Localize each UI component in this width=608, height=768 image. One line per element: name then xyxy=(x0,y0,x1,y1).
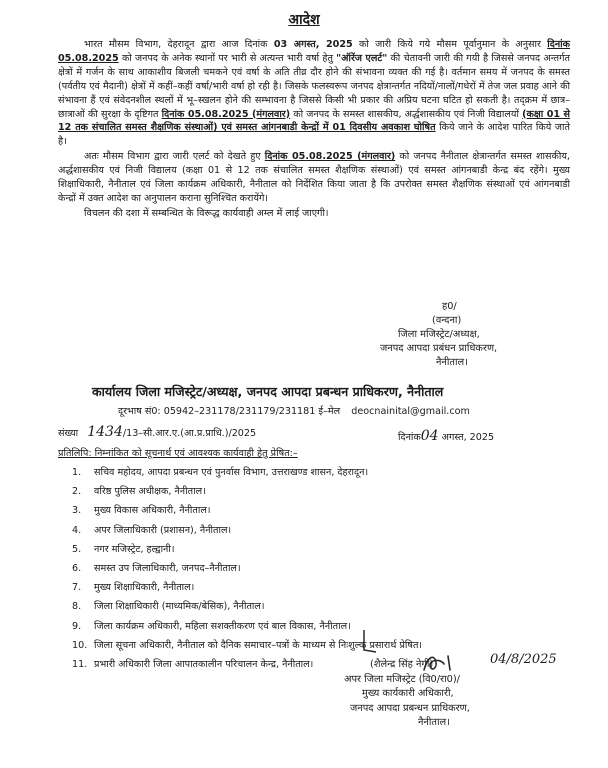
recipient-number: 3. xyxy=(72,505,82,517)
recipient-number: 11. xyxy=(72,658,88,670)
recipient-number: 7. xyxy=(72,582,82,594)
recipient-text: जिला शिक्षाधिकारी (माध्यमिक/बेसिक), नैनीताल। xyxy=(94,601,265,613)
signatory-designation: अपर जिला मजिस्ट्रेट (वि0/रा0)/ xyxy=(344,673,460,685)
reference-label: संख्या xyxy=(58,428,79,439)
order-paragraph-1 xyxy=(58,38,570,149)
signatory-designation: जिला मजिस्ट्रेट/अध्यक्ष, xyxy=(398,329,480,340)
signatory-designation-2: मुख्य कार्यकारी अधिकारी, xyxy=(362,688,454,699)
recipient-item xyxy=(72,482,422,501)
order-paragraph-2 xyxy=(58,150,570,206)
signatory-name: (वन्दना) xyxy=(432,315,462,326)
office-heading: कार्यालय जिला मजिस्ट्रेट/अध्यक्ष, जनपद आपदा प्रबन्धन प्राधिकरण, नैनीताल xyxy=(92,384,444,399)
recipient-text: नगर मजिस्ट्रेट, हल्द्वानी। xyxy=(94,543,175,555)
signatory-name: (शैलेन्द्र सिंह नेगी) xyxy=(370,659,434,670)
signatory-place: नैनीताल। xyxy=(436,357,468,368)
recipient-item xyxy=(72,597,422,616)
recipient-text: मुख्य शिक्षाधिकारी, नैनीताल। xyxy=(94,582,195,594)
signature-block-dm xyxy=(370,300,550,370)
recipient-text: प्रभारी अधिकारी जिला आपातकालीन परिचालन केन्द्र, नैनीताल। xyxy=(94,658,314,670)
handwritten-date: 04/8/2025 xyxy=(490,652,557,667)
signatory-authority: जनपद आपदा प्रबन्धन प्राधिकरण, xyxy=(350,702,470,714)
recipient-text: जिला कार्यक्रम अधिकारी, महिला सशक्तीकरण एवं बाल विकास, नैनीताल। xyxy=(94,620,351,632)
signatory-authority: जनपद आपदा प्रबंधन प्राधिकरण, xyxy=(380,343,498,354)
phone-numbers: दूरभाष सं0: 05942–231178/231179/231181 ई–मेल xyxy=(118,406,341,417)
recipient-number: 8. xyxy=(72,601,82,613)
text-run: को जनपद के अनेक स्थानों पर भारी से अत्यन्त भारी वर्षा हेतु xyxy=(118,52,337,64)
recipient-item xyxy=(72,463,422,482)
bracket-mark-icon xyxy=(360,628,380,656)
text-run: को जारी किये गये मौसम पूर्वानुमान के अनुसार xyxy=(352,39,548,50)
alert-date-bold: 03 अगस्त, 2025 xyxy=(273,39,353,50)
date-handwritten-day: 04 xyxy=(420,428,439,444)
reference-handwritten-number: 1434 xyxy=(87,424,123,440)
signature-block-adm xyxy=(330,655,560,731)
copy-to-heading: प्रतिलिपि: निम्नांकित को सूचनार्थ एवं आवश्यक कार्यवाही हेतु प्रेषित:– xyxy=(58,448,298,459)
reference-code: /13–सी.आर.ए.(आ.प्र.प्राधि.)/2025 xyxy=(122,428,257,439)
recipient-text: समस्त उप जिलाधिकारी, जनपद–नैनीताल। xyxy=(94,562,241,574)
text-run: की चेतावनी जारी की गयी है जिससे जनपद अन्तर्गत क्षेत्रों में गर्जन के साथ आकाशीय बिजली चमकने एवं वर्षा के अति तीव्र दौर होने की संभावना व्यक्त की गई है। वर्तमान समय में जनपद के समस्त (पर्वतीय एवं मैदानी) क्षेत्रों में कहीं–कहीं वर्षा/भारी वर्षा हो रही है। जिसके फलस्वरूप जनपद क्षेत्रान्तर्गत नदियों/नालों/गधेरों में तेज जल प्रवाह आने की संभावना हैं एवं संवेदनशील स्थलों में भू–स्खलन होने की सम्भावना है जिससे किसी भी प्रकार की अप्रिय घटना घटित हो सकती है। तद्क्रम में छात्र–छात्राओं की सुरक्षा के दृष्टिगत xyxy=(58,52,570,120)
holiday-date-underlined: दिनांक 05.08.2025 (मंगलवार) xyxy=(264,151,396,163)
issue-date xyxy=(398,428,494,444)
recipient-text: जिला सूचना अधिकारी, नैनीताल को दैनिक समाचार–पत्रों के माध्यम से निःशुल्क प्रसारार्थ प्रेषित। xyxy=(94,639,423,651)
holiday-date-underlined: दिनांक 05.08.2025 (मंगलवार) xyxy=(161,108,291,120)
holiday-scope-underlined: (कक्षा 01 से 12 तक संचालित समस्त शैक्षणिक संस्थाओं) एवं समस्त आंगनबाडी केन्द्रों में 01 दिवसीय अवकाश घोषित xyxy=(58,108,570,134)
recipient-item xyxy=(72,559,422,578)
signed-mark: ह0/ xyxy=(442,301,457,312)
recipient-item xyxy=(72,521,422,540)
recipient-text: वरिष्ठ पुलिस अधीक्षक, नैनीताल। xyxy=(94,486,206,498)
text-run: भारत मौसम विभाग, देहरादून द्वारा आज दिनांक xyxy=(84,39,274,50)
date-label: दिनांक xyxy=(398,432,421,443)
recipient-item xyxy=(72,540,422,559)
order-title: आदेश xyxy=(288,12,320,28)
recipient-text: अपर जिलाधिकारी (प्रशासन), नैनीताल। xyxy=(94,524,232,536)
order-body xyxy=(58,38,570,221)
recipient-text: मुख्य विकास अधिकारी, नैनीताल। xyxy=(94,505,211,517)
text-run: अतः मौसम विभाग द्वारा जारी एलर्ट को देखते हुए xyxy=(84,151,265,163)
date-month-year: अगस्त, 2025 xyxy=(441,432,495,443)
order-paragraph-3: विचलन की दशा में सम्बन्धित के विरूद्ध कार्यवाही अम्ल में लाई जाएगी। xyxy=(84,207,329,219)
text-run: को जनपद नैनीताल क्षेत्रान्तर्गत समस्त शासकीय, अर्द्धशासकीय एवं निजी विद्यालय (कक्षा 01 से 12 तक संचालित समस्त शैक्षणिक संस्थाओं) एवं समस्त आंगनबाडी केन्द्र बंद रहेंगे। मुख्य शिक्षाधिकारी, नैनीताल एवं जिला कार्यक्रम अधिकारी, नैनीताल को निर्देशित किया जाता है कि उपरोक्त समस्त शैक्षणिक संस्थाओं एवं आंगनबाडी केन्द्रों में उक्त आदेश का अनुपालन कराना सुनिश्चित करायेंगे। xyxy=(58,151,570,204)
text-run: को जनपद के समस्त शासकीय, अर्द्धशासकीय एवं निजी विद्यालयों xyxy=(290,108,523,120)
recipient-number: 4. xyxy=(72,524,82,536)
contact-line xyxy=(118,404,470,417)
recipient-number: 1. xyxy=(72,467,82,478)
recipient-number: 9. xyxy=(72,620,82,632)
recipient-item xyxy=(72,501,422,520)
recipient-number: 5. xyxy=(72,543,82,555)
orange-alert-label: "ऑरेंज एलर्ट" xyxy=(336,52,388,64)
recipient-text: सचिव महोदय, आपदा प्रबन्धन एवं पुनर्वास विभाग, उत्तराखण्ड शासन, देहरादून। xyxy=(94,467,369,478)
recipient-number: 6. xyxy=(72,562,82,574)
reference-number xyxy=(58,424,256,440)
recipient-number: 2. xyxy=(72,486,82,498)
holiday-date-underlined: दिनांक 05.08.2025 xyxy=(58,39,570,64)
text-run: किये जाने के आदेश पारित किये जाते है। xyxy=(58,122,570,148)
recipient-number: 10. xyxy=(72,639,88,651)
signatory-place: नैनीताल। xyxy=(418,717,450,728)
recipient-item xyxy=(72,578,422,597)
email-address: deocnainital@gmail.com xyxy=(351,406,470,417)
